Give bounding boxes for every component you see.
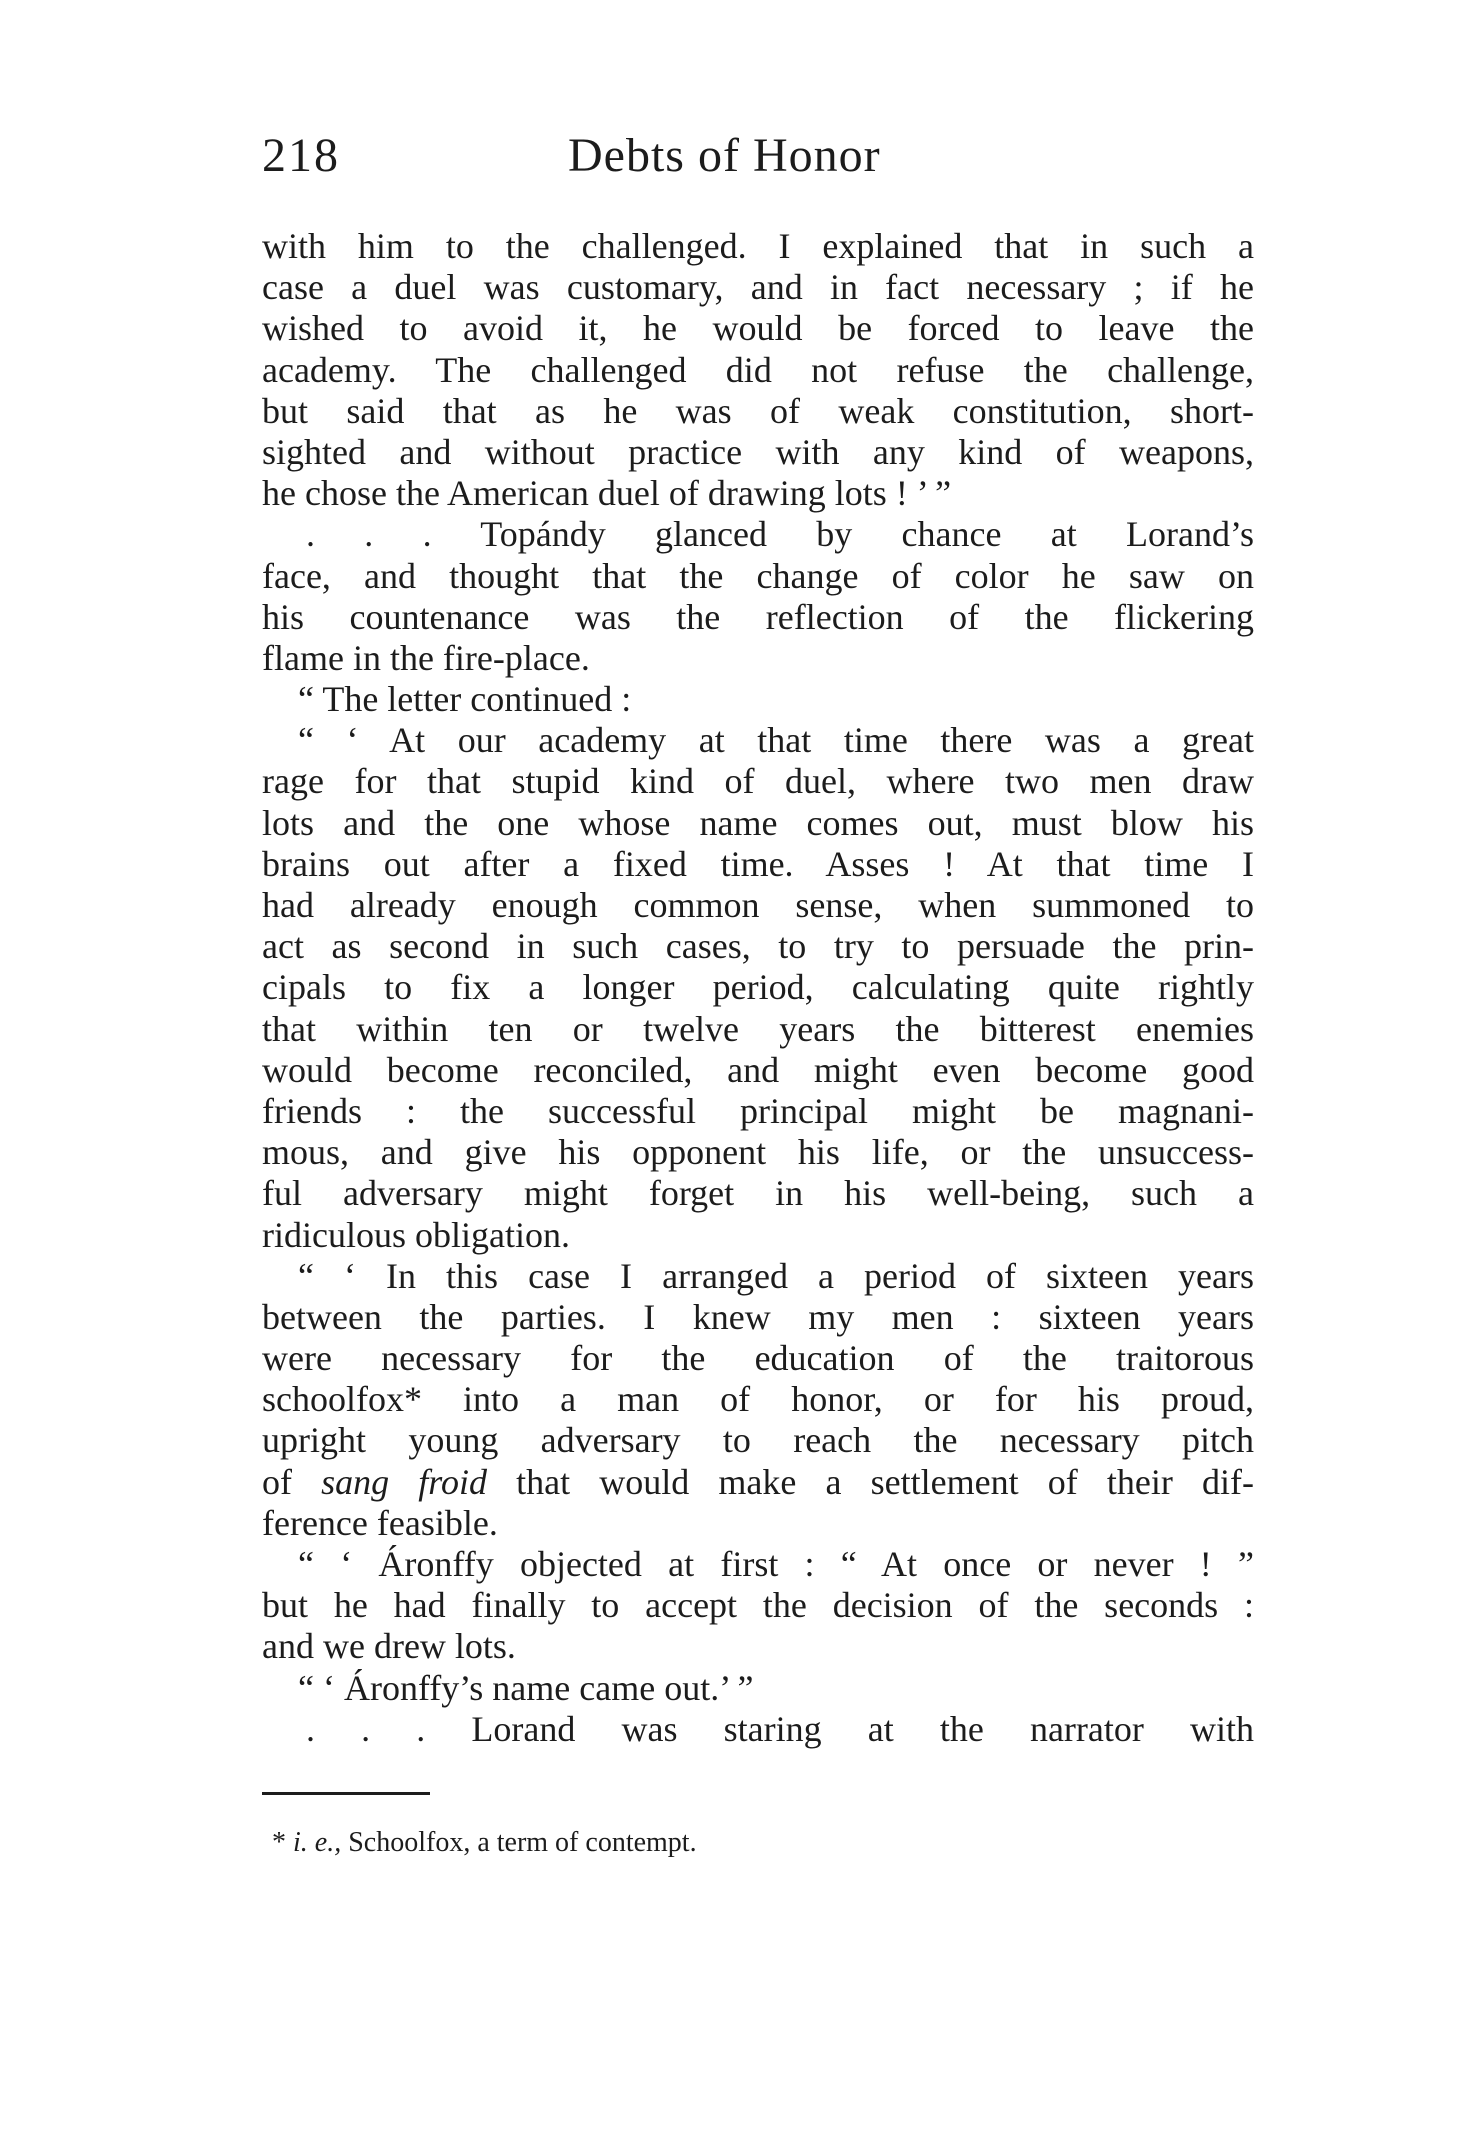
text-line: . . . Topándy glanced by chance at Lorand’s: [306, 514, 1254, 555]
text-line: lots and the one whose name comes out, must blow his: [262, 802, 1254, 843]
page-header: [262, 128, 1254, 208]
footnote-marker: *: [272, 1826, 293, 1858]
text-line: cipals to fix a longer period, calculating quite rightly: [262, 967, 1254, 1008]
text-line: academy. The challenged did not refuse the challenge,: [262, 349, 1254, 390]
body-text: [262, 226, 1254, 1750]
text-line: ridiculous obligation.: [262, 1214, 570, 1255]
text-line: but said that as he was of weak constitution, short-: [262, 390, 1254, 431]
footnote-text: Schoolfox, a term of contempt.: [341, 1826, 697, 1858]
text-line: between the parties. I knew my men : sixteen years: [262, 1296, 1254, 1337]
page-number: 218: [262, 129, 340, 182]
text-line: brains out after a fixed time. Asses ! At that time I: [262, 843, 1254, 884]
text-line: “ ‘ In this case I arranged a period of sixteen years: [298, 1255, 1254, 1296]
text-line: case a duel was customary, and in fact necessary ; if he: [262, 267, 1254, 308]
text-line: had already enough common sense, when summoned to: [262, 885, 1254, 925]
text-line: sighted and without practice with any kind of weapons,: [262, 431, 1254, 472]
text-line: face, and thought that the change of color he saw on: [262, 555, 1254, 596]
text-segment: of: [262, 1461, 322, 1502]
text-line: ference feasible.: [262, 1502, 498, 1543]
book-page: [262, 128, 1254, 1859]
text-line: flame in the fire-place.: [262, 637, 590, 678]
text-line: that within ten or twelve years the bitterest enemies: [262, 1008, 1254, 1049]
text-line: act as second in such cases, to try to persuade the prin-: [262, 926, 1254, 967]
text-line: “ The letter continued :: [298, 679, 632, 720]
text-line: upright young adversary to reach the necessary pitch: [262, 1420, 1254, 1461]
footnote-divider: [262, 1792, 430, 1795]
text-line: mous, and give his opponent his life, or the unsuccess-: [262, 1132, 1254, 1173]
text-segment: that would make a settlement of their dif-: [486, 1461, 1254, 1502]
text-line: and we drew lots.: [262, 1626, 516, 1667]
text-line: . . . Lorand was staring at the narrator with: [306, 1708, 1254, 1749]
text-line: were necessary for the education of the traitorous: [262, 1338, 1254, 1379]
italic-text: sang froid: [321, 1461, 487, 1502]
text-line: friends : the successful principal might be magnani-: [262, 1090, 1254, 1131]
text-line: schoolfox* into a man of honor, or for his proud,: [262, 1379, 1254, 1420]
text-line: with him to the challenged. I explained that in such a: [262, 226, 1254, 266]
footnote: [262, 1827, 1254, 1859]
running-title: Debts of Honor: [568, 129, 881, 182]
text-line: “ ‘ Áronffy’s name came out.’ ”: [298, 1667, 754, 1708]
footnote-abbrev: i. e.,: [293, 1826, 342, 1858]
text-line: ful adversary might forget in his well-being, such a: [262, 1173, 1254, 1214]
text-line: “ ‘ At our academy at that time there was a great: [298, 720, 1254, 761]
text-line: but he had finally to accept the decision of the seconds :: [262, 1585, 1254, 1626]
text-line: [262, 1462, 1254, 1503]
text-line: his countenance was the reflection of the flickering: [262, 596, 1254, 637]
text-line: would become reconciled, and might even become good: [262, 1049, 1254, 1090]
text-line: “ ‘ Áronffy objected at first : “ At once or never ! ”: [298, 1544, 1254, 1584]
text-line: rage for that stupid kind of duel, where two men draw: [262, 761, 1254, 802]
text-line: wished to avoid it, he would be forced to leave the: [262, 308, 1254, 349]
text-line: he chose the American duel of drawing lots ! ’ ”: [262, 473, 952, 514]
